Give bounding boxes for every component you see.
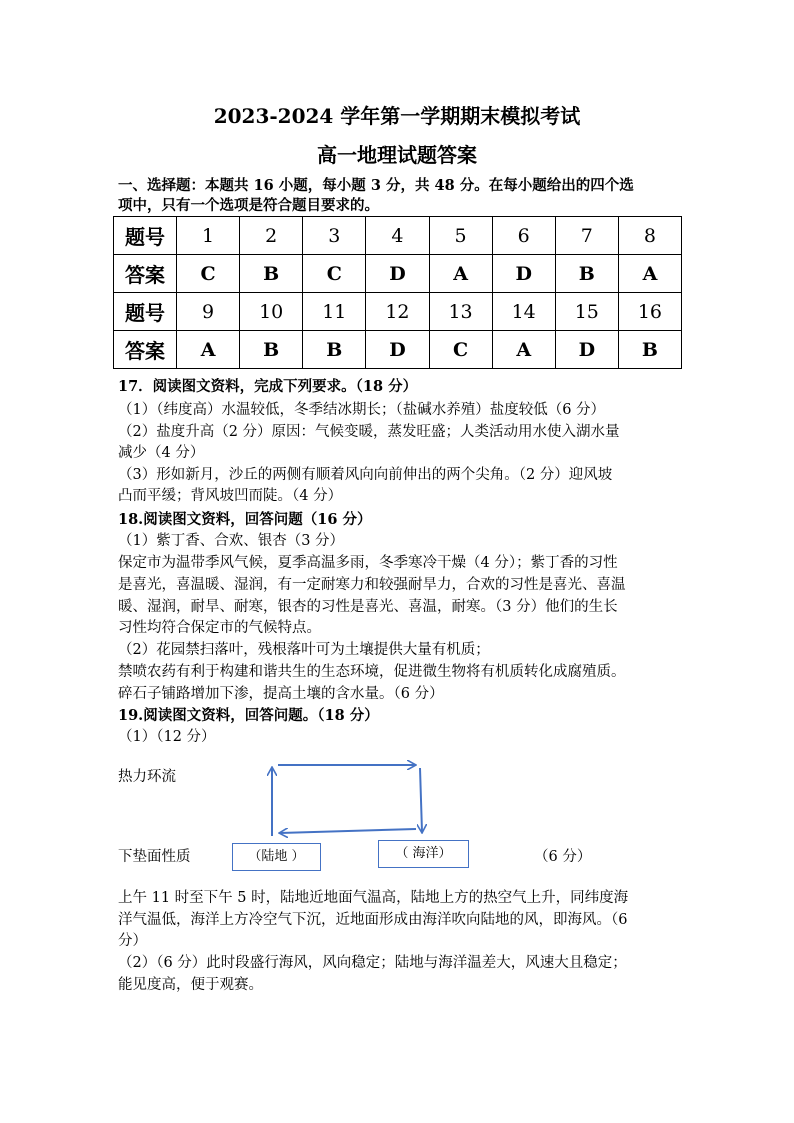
table-cell: A: [618, 255, 681, 293]
label-answer: 答案: [114, 331, 177, 369]
q19-heading: 19.阅读图文资料，回答问题。（18 分）: [118, 707, 379, 724]
table-cell: 11: [303, 293, 366, 331]
q18-line: 暖、湿润，耐旱、耐寒，银杏的习性是喜光、喜温，耐寒。（3 分）他们的生长: [118, 599, 618, 615]
q18-line: 是喜光，喜温暖、湿润，有一定耐寒力和较强耐旱力，合欢的习性是喜光、喜温: [118, 577, 626, 593]
table-cell: D: [555, 331, 618, 369]
table-cell: 7: [555, 217, 618, 255]
q18-line: 保定市为温带季风气候，夏季高温多雨，冬季寒冷干燥（4 分）；紫丁香的习性: [118, 555, 618, 571]
table-cell: 16: [618, 293, 681, 331]
table-cell: 3: [303, 217, 366, 255]
table-cell: 4: [366, 217, 429, 255]
sea-box: （ 海洋）: [378, 840, 469, 868]
table-cell: 10: [240, 293, 303, 331]
q18-line: 习性均符合保定市的气候特点。: [118, 620, 321, 636]
table-cell: D: [366, 331, 429, 369]
table-cell: 5: [429, 217, 492, 255]
q19-explain-line: 洋气温低，海洋上方冷空气下沉，近地面形成由海洋吹向陆地的风，即海风。（6: [118, 912, 628, 928]
label-question: 题号: [114, 293, 177, 331]
table-cell: 6: [492, 217, 555, 255]
table-cell: D: [366, 255, 429, 293]
q19-part2-line: 能见度高，便于观赛。: [118, 977, 263, 993]
table-cell: 2: [240, 217, 303, 255]
q19-explain-line: 上午 11 时至下午 5 时，陆地近地面气温高，陆地上方的热空气上升，同纬度海: [118, 890, 629, 906]
q19-part2-line: （2）（6 分）此时段盛行海风，风向稳定；陆地与海洋温差大，风速大且稳定；: [118, 955, 627, 971]
q17-line: （1）（纬度高）水温较低，冬季结冰期长；（盐碱水养殖）盐度较低（6 分）: [118, 402, 606, 418]
label-thermal-circulation: 热力环流: [118, 769, 176, 785]
q18-heading: 18.阅读图文资料，回答问题（16 分）: [118, 511, 372, 528]
table-cell: 15: [555, 293, 618, 331]
table-cell: 9: [177, 293, 240, 331]
label-question: 题号: [114, 217, 177, 255]
table-cell: C: [303, 255, 366, 293]
table-cell: 8: [618, 217, 681, 255]
q18-line: （2）花园禁扫落叶，残根落叶可为土壤提供大量有机质；: [118, 642, 490, 658]
table-cell: 13: [429, 293, 492, 331]
label-surface-type: 下垫面性质: [118, 849, 191, 865]
table-cell: 14: [492, 293, 555, 331]
q18-line: 禁喷农药有利于构建和谐共生的生态环境，促进微生物将有机质转化成腐殖质。: [118, 664, 626, 680]
table-cell: A: [429, 255, 492, 293]
table-cell: D: [492, 255, 555, 293]
arrow-bottom-to-land: [280, 829, 416, 833]
table-cell: C: [429, 331, 492, 369]
diagram-score: （6 分）: [534, 849, 592, 865]
q19-explain-line: 分）: [118, 933, 147, 949]
label-answer: 答案: [114, 255, 177, 293]
land-box: （陆地 ）: [232, 843, 321, 871]
q18-line: （1）紫丁香、合欢、银杏（3 分）: [118, 533, 345, 549]
table-cell: B: [303, 331, 366, 369]
table-cell: B: [240, 331, 303, 369]
table-cell: B: [240, 255, 303, 293]
table-cell: C: [177, 255, 240, 293]
table-cell: 12: [366, 293, 429, 331]
table-cell: A: [177, 331, 240, 369]
q17-line: （3）形如新月，沙丘的两侧有顺着风向向前伸出的两个尖角。（2 分）迎风坡: [118, 467, 613, 483]
exam-subtitle: 高一地理试题答案: [317, 143, 477, 167]
table-cell: B: [555, 255, 618, 293]
section1-intro-line2: 项中，只有一个选项是符合题目要求的。: [118, 197, 379, 214]
arrow-down-sea: [420, 768, 422, 832]
q18-line: 碎石子铺路增加下渗，提高土壤的含水量。（6 分）: [118, 686, 444, 702]
section1-intro-line1: 一、选择题：本题共 16 小题，每小题 3 分，共 48 分。在每小题给出的四个选: [118, 177, 634, 194]
q17-line: 减少（4 分）: [118, 445, 205, 461]
table-cell: 1: [177, 217, 240, 255]
q19-part1-label: （1）（12 分）: [118, 729, 216, 745]
q17-line: 凸而平缓；背风坡凹而陡。（4 分）: [118, 488, 343, 504]
exam-title: 2023-2024 学年第一学期期末模拟考试: [213, 104, 581, 128]
q17-line: （2）盐度升高（2 分）原因：气候变暖，蒸发旺盛；人类活动用水使入湖水量: [118, 424, 620, 440]
table-cell: A: [492, 331, 555, 369]
q17-heading: 17．阅读图文资料，完成下列要求。（18 分）: [118, 378, 418, 395]
table-cell: B: [618, 331, 681, 369]
